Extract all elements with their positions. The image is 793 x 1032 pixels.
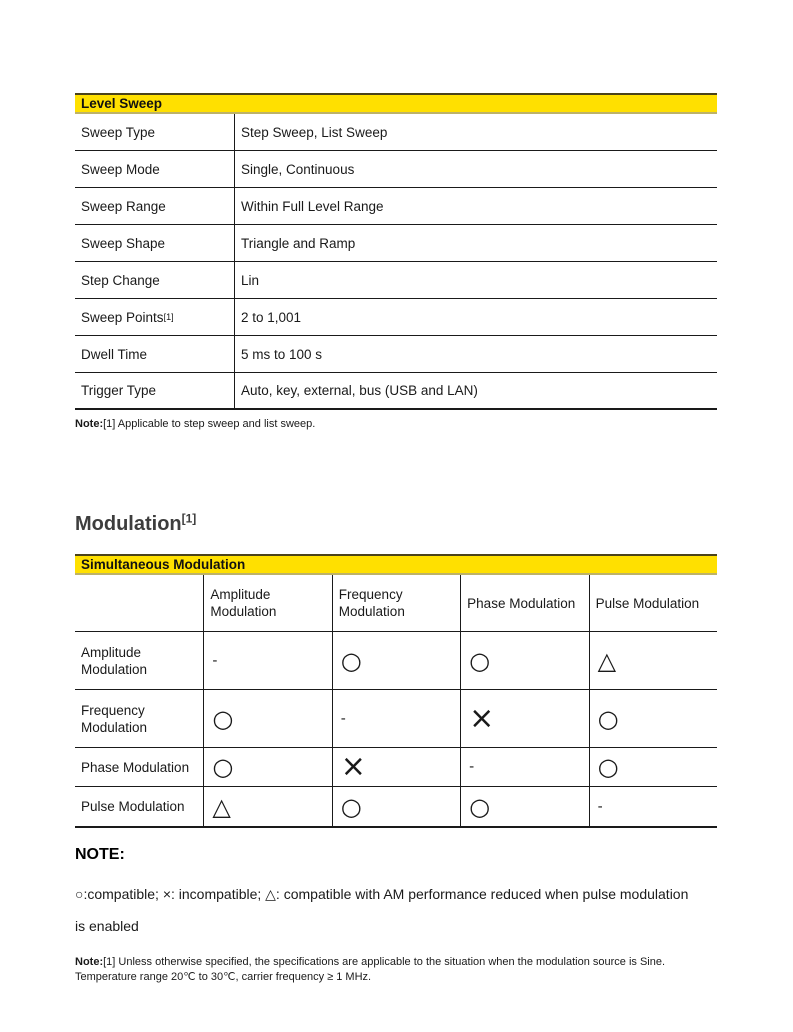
level-sweep-title-bar: [75, 93, 717, 114]
compatibility-cell: [589, 787, 717, 826]
compatibility-cell: [203, 632, 331, 689]
compatibility-cell: [460, 632, 588, 689]
row-label-text: Sweep Range: [81, 198, 166, 214]
compatibility-cell: [203, 787, 331, 826]
column-header: Amplitude Modulation: [203, 575, 331, 631]
simultaneous-modulation-title: Simultaneous Modulation: [81, 557, 246, 572]
table-header-row: [75, 575, 717, 632]
compatibility-cell: [332, 690, 460, 747]
compatibility-cell: [203, 748, 331, 786]
row-label: Frequency Modulation: [81, 702, 148, 735]
row-value: Single, Continuous: [241, 161, 355, 177]
footnote-label: Note:: [75, 418, 104, 430]
circle-symbol: ○: [597, 704, 619, 733]
row-label-text: Dwell Time: [81, 346, 148, 362]
table-row: [75, 225, 717, 262]
level-sweep-title: Level Sweep: [81, 96, 163, 111]
table-row: [75, 373, 717, 410]
compatibility-cell: [460, 748, 588, 786]
compatibility-cell: [332, 748, 460, 786]
row-label: [75, 151, 235, 187]
circle-symbol: ○: [212, 753, 234, 781]
modulation-heading: [75, 512, 717, 536]
row-value: Step Sweep, List Sweep: [241, 124, 388, 140]
column-header: Pulse Modulation: [589, 575, 717, 631]
row-label: [75, 188, 235, 224]
compatibility-cell: [460, 787, 588, 826]
table-row: [75, 188, 717, 225]
dash-symbol: -: [340, 710, 346, 727]
row-label: [75, 336, 235, 372]
row-label-text: Sweep Shape: [81, 235, 166, 251]
row-label: [75, 373, 235, 408]
footnote-text: [1] Applicable to step sweep and list sweep.: [103, 418, 316, 430]
row-label-text: Trigger Type: [81, 383, 157, 398]
level-sweep-section: [75, 93, 717, 432]
table-row: [75, 748, 717, 787]
column-header: [75, 575, 203, 631]
table-row: [75, 114, 717, 151]
triangle-symbol: △: [212, 792, 231, 821]
row-label: [75, 262, 235, 298]
compatibility-cell: [332, 787, 460, 826]
compatibility-cell: [332, 632, 460, 689]
modulation-footnote: [75, 955, 717, 985]
level-sweep-footnote: [75, 417, 717, 432]
table-row: [75, 299, 717, 336]
circle-symbol: ○: [212, 704, 234, 733]
compatibility-cell: [589, 748, 717, 786]
compatibility-cell: [203, 690, 331, 747]
dash-symbol: -: [469, 759, 475, 775]
footnote-label: Note:: [75, 956, 104, 968]
legend-line-1: ○:compatible; ×: incompatible; △: compatible with AM performance reduced when pulse modulation: [75, 886, 689, 902]
row-label: Sweep Points [1]: [75, 299, 235, 335]
simultaneous-modulation-title-bar: [75, 554, 717, 575]
simultaneous-modulation-section: [75, 554, 717, 828]
table-row: [75, 632, 717, 690]
row-value: Within Full Level Range: [241, 198, 384, 214]
row-label-text: Sweep Type: [81, 124, 156, 140]
row-label-text: Sweep Points: [81, 309, 164, 325]
row-value: Lin: [241, 272, 260, 288]
dash-symbol: -: [212, 652, 218, 669]
circle-symbol: ○: [597, 753, 619, 781]
modulation-heading-text: Modulation: [75, 513, 182, 535]
table-row: [75, 690, 717, 748]
note-heading: NOTE:: [75, 846, 125, 863]
row-label-text: Step Change: [81, 272, 160, 288]
row-value: 5 ms to 100 s: [241, 346, 323, 362]
row-value: Triangle and Ramp: [241, 235, 356, 251]
circle-symbol: ○: [340, 646, 362, 675]
table-row: [75, 151, 717, 188]
page-content: [75, 0, 717, 985]
table-row: [75, 787, 717, 828]
compatibility-cell: [589, 690, 717, 747]
circle-symbol: ○: [340, 792, 362, 821]
compatibility-cell: [589, 632, 717, 689]
legend-line-2: is enabled: [75, 918, 139, 934]
dash-symbol: -: [597, 798, 603, 815]
column-header: Phase Modulation: [460, 575, 588, 631]
table-row: [75, 262, 717, 299]
row-label: [75, 114, 235, 150]
row-label: [75, 225, 235, 261]
row-value: Auto, key, external, bus (USB and LAN): [241, 383, 478, 398]
cross-symbol: ×: [469, 700, 495, 736]
cross-symbol: ×: [340, 749, 366, 784]
symbol-legend: [75, 878, 717, 942]
modulation-heading-sup: [1]: [181, 511, 197, 526]
row-label: Pulse Modulation: [81, 799, 185, 814]
compatibility-cell: [460, 690, 588, 747]
footnote-text: [1] Unless otherwise specified, the specifications are applicable to the situation when the modulation source is Sine. Temperature range 20℃ to 30℃, carrier frequency ≥ 1 MHz.: [75, 956, 666, 983]
row-label: Amplitude Modulation: [81, 644, 148, 677]
triangle-symbol: △: [597, 646, 617, 675]
circle-symbol: ○: [469, 792, 491, 821]
column-header: Frequency Modulation: [332, 575, 460, 631]
row-label: Phase Modulation: [81, 759, 190, 775]
table-row: [75, 336, 717, 373]
row-label-text: Sweep Mode: [81, 161, 160, 177]
circle-symbol: ○: [469, 646, 491, 675]
row-value: 2 to 1,001: [241, 309, 302, 325]
